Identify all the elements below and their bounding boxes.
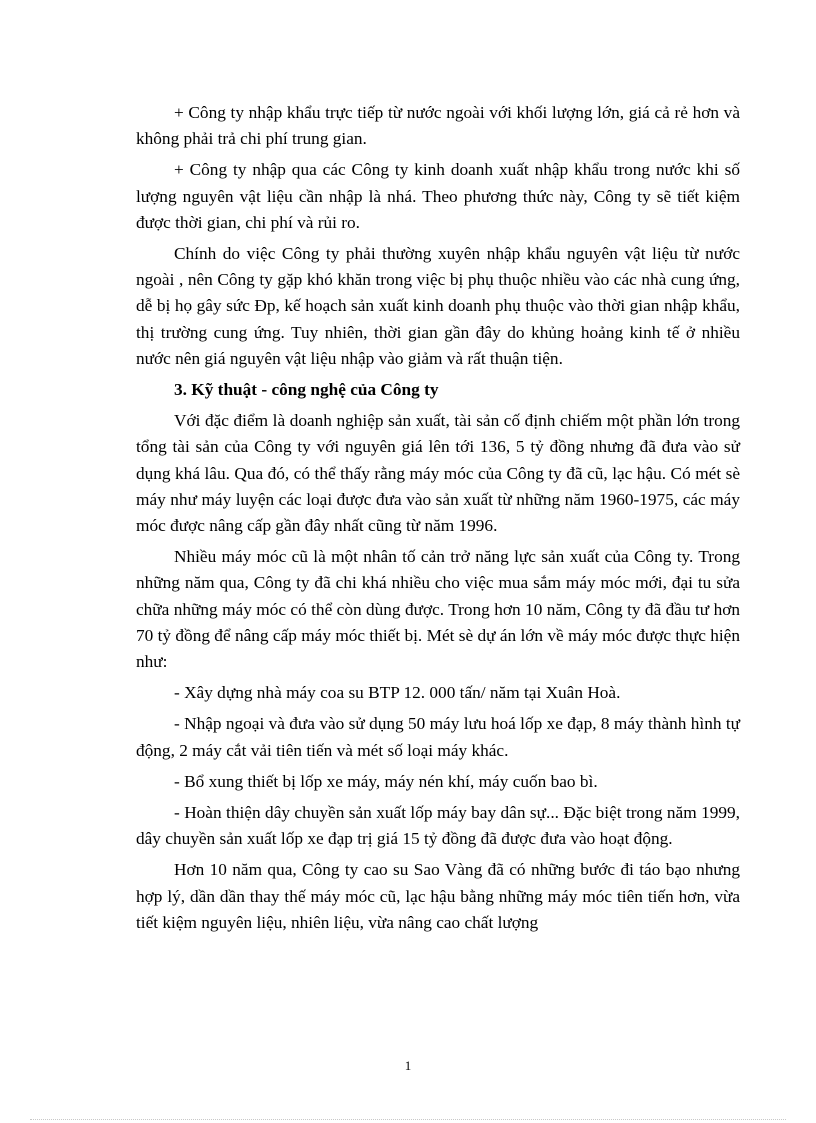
section-heading: 3. Kỹ thuật - công nghệ của Công ty — [174, 380, 439, 400]
paragraph-indirect-import: + Công ty nhập qua các Công ty kinh doanh xuất nhập khẩu trong nước khi số lượng nguyên vật liệu cần nhập là nhá. Theo phương thức này, Công ty sẽ tiết kiệm được thời gian, chi phí và rủi ro. — [136, 160, 740, 232]
list-item-factory: - Xây dựng nhà máy coa su BTP 12. 000 tấn/ năm tại Xuân Hoà. — [174, 683, 621, 703]
paragraph-direct-import: + Công ty nhập khẩu trực tiếp từ nước ngoài với khối lượng lớn, giá cả rẻ hơn và không phải trả chi phí trung gian. — [136, 103, 740, 149]
paragraph-import-dependence: Chính do việc Công ty phải thường xuyên nhập khẩu nguyên vật liệu từ nước ngoài , nên Công ty gặp khó khăn trong việc bị phụ thuộc nhiều vào các nhà cung ứng, dễ bị họ gây sức Ðp, kế hoạch sản xuất kinh doanh phụ thuộc vào thời gian nhập khẩu, thị trường cung ứng. Tuy nhiên, thời gian gần đây do khủng hoảng kinh tế ở nhiều nước nên giá nguyên vật liệu nhập vào giảm và rất thuận tiện. — [136, 244, 740, 368]
paragraph-fixed-assets: Với đặc điểm là doanh nghiệp sản xuất, tài sản cố định chiếm một phần lớn trong tổng tài sản của Công ty với nguyên giá lên tới 136, 5 tỷ đồng nhưng đã đưa vào sử dụng khá lâu. Qua đó, có thể thấy rằng máy móc của Công ty đã cũ, lạc hậu. Có mét sè máy như máy luyện các loại được đưa vào sản xuất từ những năm 1960-1975, các máy móc được nâng cấp gần đây nhất cũng từ năm 1996. — [136, 411, 740, 536]
list-item-import-machines: - Nhập ngoại và đưa vào sử dụng 50 máy lưu hoá lốp xe đạp, 8 máy thành hình tự động, 2 máy cắt vải tiên tiến và mét số loại máy khác. — [136, 714, 740, 760]
paragraph-ten-years: Hơn 10 năm qua, Công ty cao su Sao Vàng đã có những bước đi táo bạo nhưng hợp lý, dần dần thay thế máy móc cũ, lạc hậu bằng những máy móc tiên tiến hơn, vừa tiết kiệm nguyên liệu, nhiên liệu, vừa nâng cao chất lượng — [136, 860, 740, 932]
list-item-supplement-equipment: - Bổ xung thiết bị lốp xe máy, máy nén khí, máy cuốn bao bì. — [174, 771, 598, 791]
page-number: 1 — [404, 1058, 412, 1073]
page-bottom-divider — [30, 1119, 786, 1120]
document-page — [136, 100, 740, 941]
list-item-aircraft-tire-line: - Hoàn thiện dây chuyền sản xuất lốp máy bay dân sự... Đặc biệt trong năm 1999, dây chuyền sản xuất lốp xe đạp trị giá 15 tỷ đồng đã được đưa vào hoạt động. — [136, 803, 740, 849]
paragraph-old-machinery: Nhiều máy móc cũ là một nhân tố cản trở năng lực sản xuất của Công ty. Trong những năm qua, Công ty đã chi khá nhiều cho việc mua sắm máy móc mới, đại tu sửa chữa những máy móc có thể còn dùng được. Trong hơn 10 năm, Công ty đã đầu tư hơn 70 tỷ đồng để nâng cấp máy móc thiết bị. Mét sè dự án lớn về máy móc được thực hiện như: — [136, 547, 740, 672]
